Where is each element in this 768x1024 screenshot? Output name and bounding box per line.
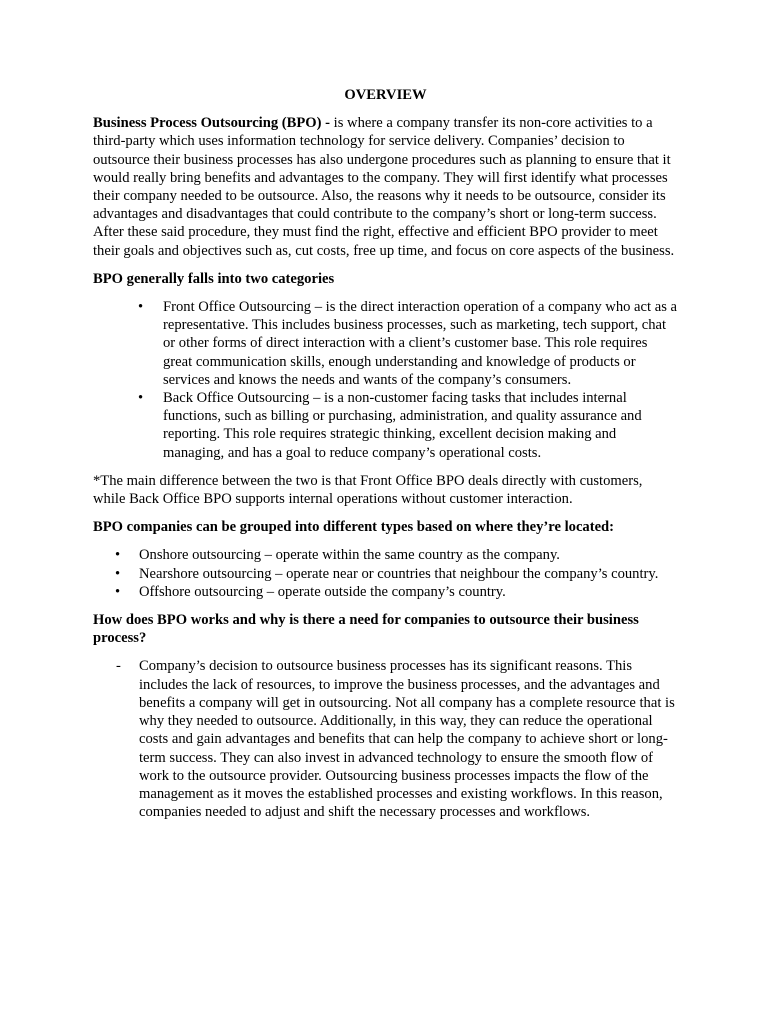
- list-item: [93, 583, 678, 601]
- locations-list: [93, 546, 678, 601]
- dash-icon: -: [116, 658, 121, 675]
- list-item-text: Back Office Outsourcing – is a non-customer facing tasks that includes internal functions, such as billing or purchasing, administration, and quality assurance and reporting. This role requires strategic thinking, excellent decision making and managing, and has a goal to reduce company’s operational costs.: [163, 390, 642, 461]
- intro-paragraph: [93, 114, 678, 260]
- locations-heading: BPO companies can be grouped into different types based on where they’re located:: [93, 519, 615, 536]
- bullet-icon: •: [115, 565, 121, 582]
- intro-text: is where a company transfer its non-core activities to a third-party which uses information technology for service delivery. Companies’ decision to outsource their business processes has also undergone procedures such as planning to ensure that it would really bring benefits and advantages to the company. They will first identify what processes their company needed to be outsource. Also, the reasons why it needs to be outsource, consider its advantages and disadvantages that could contribute to the company’s short or long-term success. After these said procedure, they must find the right, effective and efficient BPO provider to meet their goals and objectives such as, cut costs, free up time, and focus on core aspects of the business.: [93, 115, 675, 259]
- list-item: [93, 657, 678, 821]
- bullet-icon: •: [115, 547, 121, 564]
- list-item: [93, 565, 678, 583]
- list-item-text: Front Office Outsourcing – is the direct interaction operation of a company who act as a representative. This includes business processes, such as marketing, tech support, chat or other forms of direct interaction with a client’s customer base. This role requires great communication skills, enough understanding and knowledge of products or services and knows the needs and wants of the company’s consumers.: [163, 299, 678, 388]
- categories-heading: BPO generally falls into two categories: [93, 270, 335, 287]
- difference-note: *The main difference between the two is that Front Office BPO deals directly with customers, while Back Office BPO supports internal operations without customer interaction.: [93, 472, 643, 508]
- list-item: [93, 298, 678, 389]
- intro-lead: Business Process Outsourcing (BPO) -: [93, 115, 331, 132]
- how-list: [93, 657, 678, 821]
- list-item: [93, 546, 678, 564]
- list-item-text: Nearshore outsourcing – operate near or countries that neighbour the company’s country.: [139, 565, 659, 582]
- list-item-text: Onshore outsourcing – operate within the same country as the company.: [139, 547, 560, 564]
- list-item: [93, 389, 678, 462]
- bullet-icon: •: [138, 390, 144, 407]
- page-title: OVERVIEW: [344, 87, 427, 103]
- how-heading: How does BPO works and why is there a need for companies to outsource their business process?: [93, 612, 639, 647]
- categories-list: [93, 298, 678, 462]
- bullet-icon: •: [115, 583, 121, 600]
- bullet-icon: •: [138, 299, 144, 316]
- document-page: [93, 86, 678, 821]
- list-item-text: Company’s decision to outsource business processes has its significant reasons. This includes the lack of resources, to improve the business processes, and the advantages and benefits a company will get in outsourcing. Not all company has a complete resource that is why they needed to outsource. Additionally, in this way, they can reduce the operational costs and gain advantages and benefits that can help the company to achieve short or long-term success. They can also invest in advanced technology to ensure the smooth flow of work to the outsource provider. Outsourcing business processes impacts the flow of the management as it moves the established processes and existing workflows. In this reason, companies needed to adjust and shift the necessary processes and workflows.: [139, 658, 675, 821]
- list-item-text: Offshore outsourcing – operate outside the company’s country.: [139, 583, 506, 600]
